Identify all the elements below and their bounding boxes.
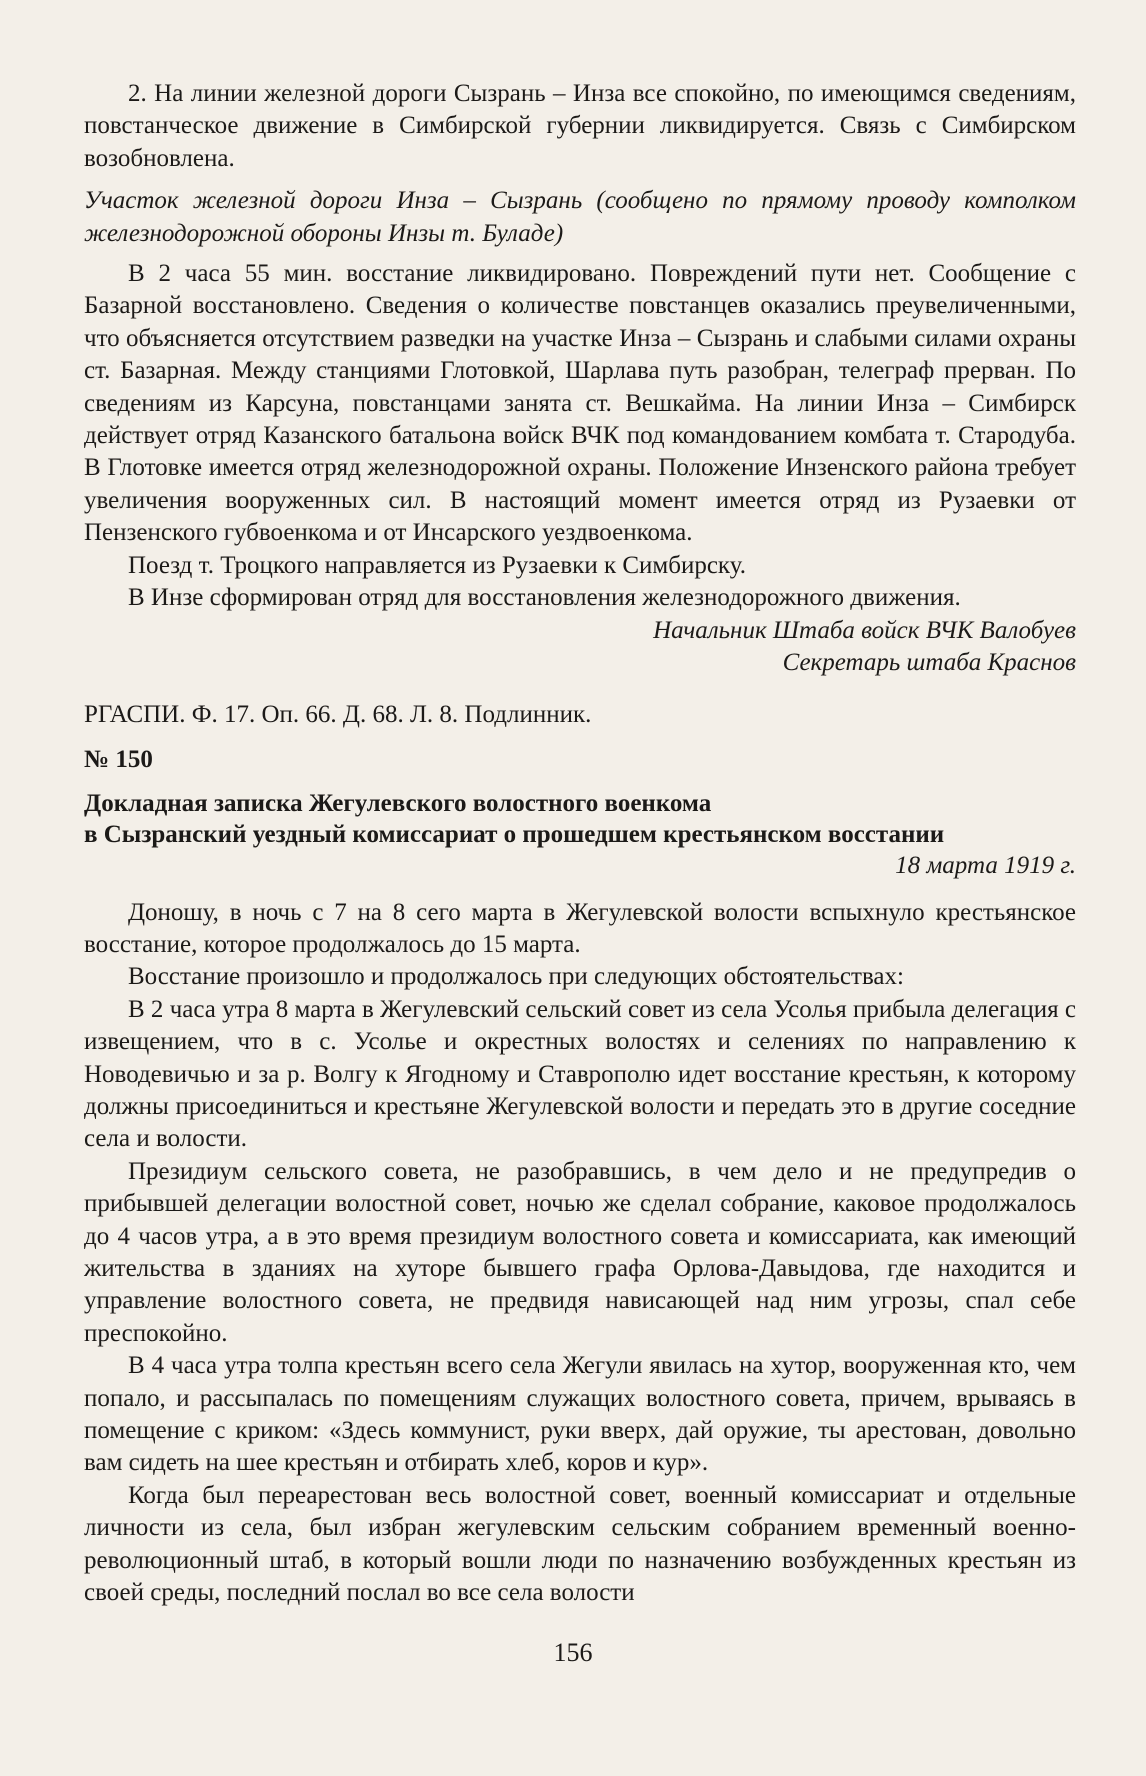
- paragraph-rail-line-status: 2. На линии железной дороги Сызрань – Инза все спокойно, по имеющимся сведениям, повстанческое движение в Симбирской губернии ликвидируется. Связь с Симбирском возобновлена.: [84, 80, 1076, 172]
- document-paragraph: Когда был переарестован весь волостной совет, военный комиссариат и отдельные личности из села, был избран жегулевским сельским собранием временный военно-революционный штаб, в который вошли люди по назначению возбужденных крестьян из своей среды, последний послал во все села волости: [84, 1481, 1076, 1607]
- page-text-column: [84, 78, 1076, 1609]
- document-paragraph: Президиум сельского совета, не разобравшись, в чем дело и не предупредив о прибывшей делегации волостной совет, ночью же сделал собрание, каковое продолжалось до 4 часов утра, а в это время президиум волостного совета и комиссариата, как имеющий жительства в зданиях на хуторе бывшего графа Орлова-Давыдова, где находится и управление волостного совета, не предвидя нависающей над ним угрозы, спал себе преспокойно.: [84, 1157, 1076, 1347]
- section-heading-inza-syzran: Участок железной дороги Инза – Сызрань (сообщено по прямому проводу комполком железнодорожной обороны Инзы т. Буладе): [84, 187, 1076, 247]
- document-paragraph: Доношу, в ночь с 7 на 8 сего марта в Жегулевской волости вспыхнуло крестьянское восстание, которое продолжалось до 15 марта.: [84, 898, 1076, 958]
- document-title-line-2: в Сызранский уездный комиссариат о прошедшем крестьянском восстании: [84, 821, 945, 849]
- paragraph-inza-detachment: В Инзе сформирован отряд для восстановления железнодорожного движения.: [128, 584, 961, 612]
- document-date: 18 марта 1919 г.: [895, 852, 1076, 880]
- document-number: № 150: [84, 745, 153, 773]
- document-paragraph: Восстание произошло и продолжалось при следующих обстоятельствах:: [128, 963, 904, 991]
- document-title: [84, 788, 1076, 850]
- document-title-line-1: Докладная записка Жегулевского волостного военкома: [84, 790, 712, 818]
- archive-reference: РГАСПИ. Ф. 17. Оп. 66. Д. 68. Л. 8. Подлинник.: [84, 701, 592, 729]
- document-paragraph: В 2 часа утра 8 марта в Жегулевский сельский совет из села Усолья прибыла делегация с извещением, что в с. Усолье и окрестных волостях и селениях по направлению к Новодевичью и за р. Волгу к Ягодному и Ставрополю идет восстание крестьян, к которому должны присоединиться и крестьяне Жегулевской волости и передать это в другие соседние села и волости.: [84, 995, 1076, 1153]
- page-number: 156: [553, 1638, 593, 1667]
- paragraph-trotsky-train: Поезд т. Троцкого направляется из Рузаевки к Симбирску.: [128, 551, 746, 579]
- signature-staff-secretary: Секретарь штаба Краснов: [782, 648, 1076, 676]
- paragraph-uprising-liquidated: В 2 часа 55 мин. восстание ликвидировано. Повреждений пути нет. Сообщение с Базарной восстановлено. Сведения о количестве повстанцев оказались преувеличенными, что объясняется отсутствием разведки на участке Инза – Сызрань и слабыми силами охраны ст. Базарная. Между станциями Глотовкой, Шарлава путь разобран, телеграф прерван. По сведениям из Карсуна, повстанцами занята ст. Вешкайма. На линии Инза – Симбирск действует отряд Казанского батальона войск ВЧК под командованием комбата т. Стародуба. В Глотовке имеется отряд железнодорожной охраны. Положение Инзенского района требует увеличения вооруженных сил. В настоящий момент имеется отряд из Рузаевки от Пензенского губвоенкома и от Инсарского уездвоенкома.: [84, 260, 1076, 547]
- signature-chief-of-staff: Начальник Штаба войск ВЧК Валобуев: [653, 616, 1076, 644]
- document-paragraph: В 4 часа утра толпа крестьян всего села Жегули явилась на хутор, вооруженная кто, чем попало, и рассыпалась по помещениям служащих волостного совета, причем, врываясь в помещение с криком: «Здесь коммунист, руки вверх, дай оружие, ты арестован, довольно вам сидеть на шее крестьян и отбирать хлеб, коров и кур».: [84, 1352, 1076, 1477]
